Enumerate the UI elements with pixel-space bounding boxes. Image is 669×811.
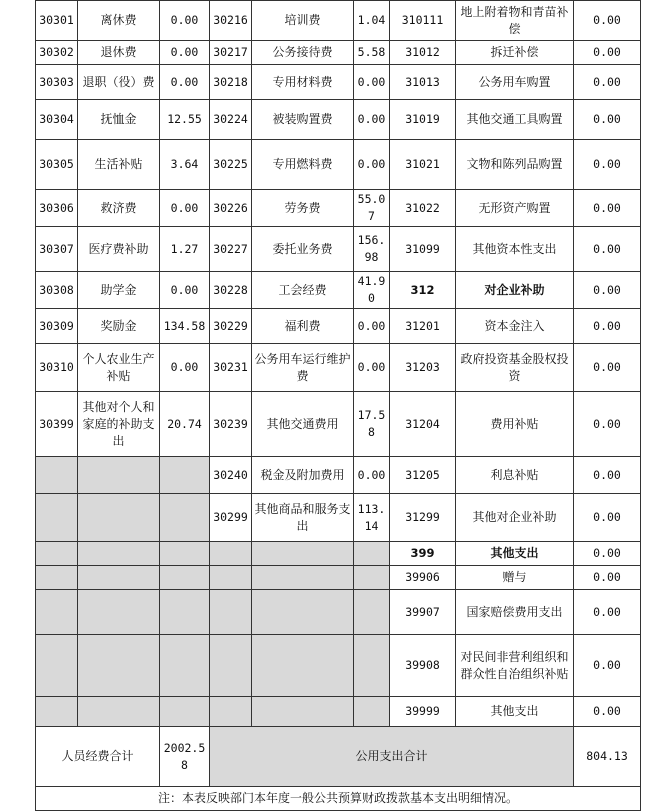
cell-code-2: 30231 — [210, 344, 252, 392]
cell-value-2: 0.00 — [354, 457, 390, 494]
cell-code-3: 31022 — [390, 190, 456, 227]
cell-value-2: 0.00 — [354, 309, 390, 344]
cell-name-3: 其他交通工具购置 — [456, 100, 574, 140]
cell-value-1 — [160, 542, 210, 566]
cell-value-1 — [160, 457, 210, 494]
cell-name-3: 其他资本性支出 — [456, 227, 574, 272]
public-total-label: 公用支出合计 — [210, 727, 574, 787]
cell-value-1: 0.00 — [160, 190, 210, 227]
cell-name-1: 退休费 — [78, 41, 160, 65]
cell-name-2: 专用燃料费 — [252, 140, 354, 190]
cell-name-3: 拆迁补偿 — [456, 41, 574, 65]
personnel-total-value: 2002.58 — [160, 727, 210, 787]
cell-value-1 — [160, 590, 210, 635]
cell-value-1 — [160, 697, 210, 727]
cell-value-3: 0.00 — [574, 590, 641, 635]
cell-code-2 — [210, 542, 252, 566]
cell-name-3: 公务用车购置 — [456, 65, 574, 100]
cell-code-2: 30224 — [210, 100, 252, 140]
cell-name-2 — [252, 697, 354, 727]
cell-name-1: 救济费 — [78, 190, 160, 227]
cell-name-2: 工会经费 — [252, 272, 354, 309]
cell-name-1: 其他对个人和家庭的补助支出 — [78, 392, 160, 457]
table-row — [36, 65, 641, 100]
cell-name-3: 国家赔偿费用支出 — [456, 590, 574, 635]
cell-code-1 — [36, 566, 78, 590]
cell-code-2: 30228 — [210, 272, 252, 309]
personnel-total-label: 人员经费合计 — [36, 727, 160, 787]
cell-value-1 — [160, 635, 210, 697]
cell-name-3: 其他支出 — [456, 542, 574, 566]
cell-name-3: 利息补贴 — [456, 457, 574, 494]
cell-code-3: 39907 — [390, 590, 456, 635]
table-row — [36, 1, 641, 41]
note-row — [36, 787, 641, 811]
cell-code-2 — [210, 635, 252, 697]
cell-name-1: 退职（役）费 — [78, 65, 160, 100]
cell-code-1: 30307 — [36, 227, 78, 272]
cell-code-2: 30226 — [210, 190, 252, 227]
table-body — [36, 1, 641, 727]
cell-value-3: 0.00 — [574, 65, 641, 100]
cell-value-1: 0.00 — [160, 41, 210, 65]
cell-code-2: 30225 — [210, 140, 252, 190]
table-note: 注：本表反映部门本年度一般公共预算财政拨款基本支出明细情况。 — [36, 787, 641, 811]
cell-value-2 — [354, 635, 390, 697]
cell-code-3: 31201 — [390, 309, 456, 344]
cell-code-1: 30305 — [36, 140, 78, 190]
cell-name-1 — [78, 542, 160, 566]
expenditure-detail-table — [35, 0, 641, 811]
cell-value-3: 0.00 — [574, 457, 641, 494]
cell-value-3: 0.00 — [574, 344, 641, 392]
cell-name-1: 生活补贴 — [78, 140, 160, 190]
table-row — [36, 41, 641, 65]
cell-name-2: 劳务费 — [252, 190, 354, 227]
cell-value-2: 5.58 — [354, 41, 390, 65]
table-row — [36, 272, 641, 309]
cell-name-2 — [252, 635, 354, 697]
cell-name-2: 被装购置费 — [252, 100, 354, 140]
cell-value-1: 3.64 — [160, 140, 210, 190]
cell-name-2: 税金及附加费用 — [252, 457, 354, 494]
cell-value-2: 0.00 — [354, 65, 390, 100]
cell-name-2: 公务用车运行维护费 — [252, 344, 354, 392]
table-row — [36, 309, 641, 344]
cell-code-2 — [210, 697, 252, 727]
cell-name-2: 其他交通费用 — [252, 392, 354, 457]
table-row — [36, 190, 641, 227]
cell-code-2: 30229 — [210, 309, 252, 344]
cell-name-1: 医疗费补助 — [78, 227, 160, 272]
cell-code-3: 31012 — [390, 41, 456, 65]
cell-value-3: 0.00 — [574, 100, 641, 140]
cell-value-2: 113.14 — [354, 494, 390, 542]
cell-code-1 — [36, 590, 78, 635]
table-row — [36, 542, 641, 566]
cell-value-2: 55.07 — [354, 190, 390, 227]
cell-name-1 — [78, 697, 160, 727]
cell-value-3: 0.00 — [574, 309, 641, 344]
cell-name-3: 其他支出 — [456, 697, 574, 727]
cell-code-1 — [36, 635, 78, 697]
cell-name-1 — [78, 457, 160, 494]
cell-value-3: 0.00 — [574, 635, 641, 697]
cell-value-3: 0.00 — [574, 227, 641, 272]
cell-code-1: 30308 — [36, 272, 78, 309]
cell-value-2: 156.98 — [354, 227, 390, 272]
cell-code-1: 30399 — [36, 392, 78, 457]
cell-name-1: 个人农业生产补贴 — [78, 344, 160, 392]
cell-name-3: 对民间非营利组织和群众性自治组织补贴 — [456, 635, 574, 697]
table-row — [36, 100, 641, 140]
cell-value-1: 0.00 — [160, 272, 210, 309]
table-row — [36, 697, 641, 727]
cell-name-1: 抚恤金 — [78, 100, 160, 140]
cell-name-2: 公务接待费 — [252, 41, 354, 65]
cell-name-2: 其他商品和服务支出 — [252, 494, 354, 542]
cell-value-3: 0.00 — [574, 41, 641, 65]
cell-value-1 — [160, 494, 210, 542]
cell-code-2: 30227 — [210, 227, 252, 272]
cell-name-2: 培训费 — [252, 1, 354, 41]
cell-code-3: 31299 — [390, 494, 456, 542]
cell-code-2: 30239 — [210, 392, 252, 457]
cell-code-1: 30309 — [36, 309, 78, 344]
cell-name-2: 福利费 — [252, 309, 354, 344]
cell-code-3: 39906 — [390, 566, 456, 590]
cell-value-1: 1.27 — [160, 227, 210, 272]
cell-name-1: 奖励金 — [78, 309, 160, 344]
table-row — [36, 566, 641, 590]
table-row — [36, 392, 641, 457]
cell-name-1: 助学金 — [78, 272, 160, 309]
cell-name-3: 其他对企业补助 — [456, 494, 574, 542]
cell-value-3: 0.00 — [574, 697, 641, 727]
cell-code-3: 31204 — [390, 392, 456, 457]
table-footer — [36, 727, 641, 811]
table-row — [36, 227, 641, 272]
cell-value-3: 0.00 — [574, 566, 641, 590]
cell-code-3: 39908 — [390, 635, 456, 697]
cell-value-1: 0.00 — [160, 65, 210, 100]
cell-code-1: 30303 — [36, 65, 78, 100]
cell-value-2 — [354, 542, 390, 566]
cell-code-3: 31203 — [390, 344, 456, 392]
cell-value-3: 0.00 — [574, 542, 641, 566]
cell-code-2: 30240 — [210, 457, 252, 494]
cell-name-3: 地上附着物和青苗补偿 — [456, 1, 574, 41]
cell-code-2: 30217 — [210, 41, 252, 65]
cell-value-3: 0.00 — [574, 1, 641, 41]
cell-name-3: 对企业补助 — [456, 272, 574, 309]
cell-value-3: 0.00 — [574, 494, 641, 542]
cell-value-2: 0.00 — [354, 344, 390, 392]
public-total-value: 804.13 — [574, 727, 641, 787]
cell-name-3: 文物和陈列品购置 — [456, 140, 574, 190]
table-row — [36, 140, 641, 190]
cell-value-2: 0.00 — [354, 140, 390, 190]
cell-code-3: 399 — [390, 542, 456, 566]
cell-name-3: 赠与 — [456, 566, 574, 590]
cell-value-1 — [160, 566, 210, 590]
cell-code-3: 31021 — [390, 140, 456, 190]
cell-code-3: 31013 — [390, 65, 456, 100]
cell-name-2: 专用材料费 — [252, 65, 354, 100]
cell-code-1 — [36, 697, 78, 727]
cell-value-3: 0.00 — [574, 272, 641, 309]
cell-name-1 — [78, 635, 160, 697]
cell-value-2: 17.58 — [354, 392, 390, 457]
cell-value-2 — [354, 697, 390, 727]
cell-code-3: 31019 — [390, 100, 456, 140]
cell-code-2 — [210, 566, 252, 590]
cell-name-2 — [252, 542, 354, 566]
cell-code-3: 39999 — [390, 697, 456, 727]
cell-code-3: 31099 — [390, 227, 456, 272]
cell-code-2: 30299 — [210, 494, 252, 542]
cell-value-3: 0.00 — [574, 190, 641, 227]
cell-value-2 — [354, 566, 390, 590]
table-row — [36, 457, 641, 494]
cell-value-1: 0.00 — [160, 344, 210, 392]
cell-name-2 — [252, 590, 354, 635]
cell-code-1: 30304 — [36, 100, 78, 140]
cell-name-1: 离休费 — [78, 1, 160, 41]
table-row — [36, 635, 641, 697]
cell-value-3: 0.00 — [574, 140, 641, 190]
cell-name-1 — [78, 494, 160, 542]
cell-value-2: 41.90 — [354, 272, 390, 309]
cell-code-2 — [210, 590, 252, 635]
cell-code-3: 31205 — [390, 457, 456, 494]
cell-value-1: 12.55 — [160, 100, 210, 140]
table-row — [36, 494, 641, 542]
cell-code-1 — [36, 542, 78, 566]
table-row — [36, 344, 641, 392]
cell-name-1 — [78, 566, 160, 590]
cell-code-1: 30306 — [36, 190, 78, 227]
cell-value-1: 0.00 — [160, 1, 210, 41]
cell-code-1: 30302 — [36, 41, 78, 65]
cell-code-1 — [36, 494, 78, 542]
cell-code-2: 30218 — [210, 65, 252, 100]
cell-code-1: 30310 — [36, 344, 78, 392]
cell-name-3: 资本金注入 — [456, 309, 574, 344]
cell-name-1 — [78, 590, 160, 635]
cell-value-1: 20.74 — [160, 392, 210, 457]
cell-code-3: 312 — [390, 272, 456, 309]
cell-name-2 — [252, 566, 354, 590]
cell-name-3: 费用补贴 — [456, 392, 574, 457]
cell-value-1: 134.58 — [160, 309, 210, 344]
cell-name-2: 委托业务费 — [252, 227, 354, 272]
cell-value-2: 1.04 — [354, 1, 390, 41]
cell-code-2: 30216 — [210, 1, 252, 41]
table-row — [36, 590, 641, 635]
cell-value-2 — [354, 590, 390, 635]
cell-name-3: 无形资产购置 — [456, 190, 574, 227]
cell-code-3: 310111 — [390, 1, 456, 41]
cell-name-3: 政府投资基金股权投资 — [456, 344, 574, 392]
cell-code-1: 30301 — [36, 1, 78, 41]
cell-value-3: 0.00 — [574, 392, 641, 457]
cell-value-2: 0.00 — [354, 100, 390, 140]
cell-code-1 — [36, 457, 78, 494]
totals-row — [36, 727, 641, 787]
